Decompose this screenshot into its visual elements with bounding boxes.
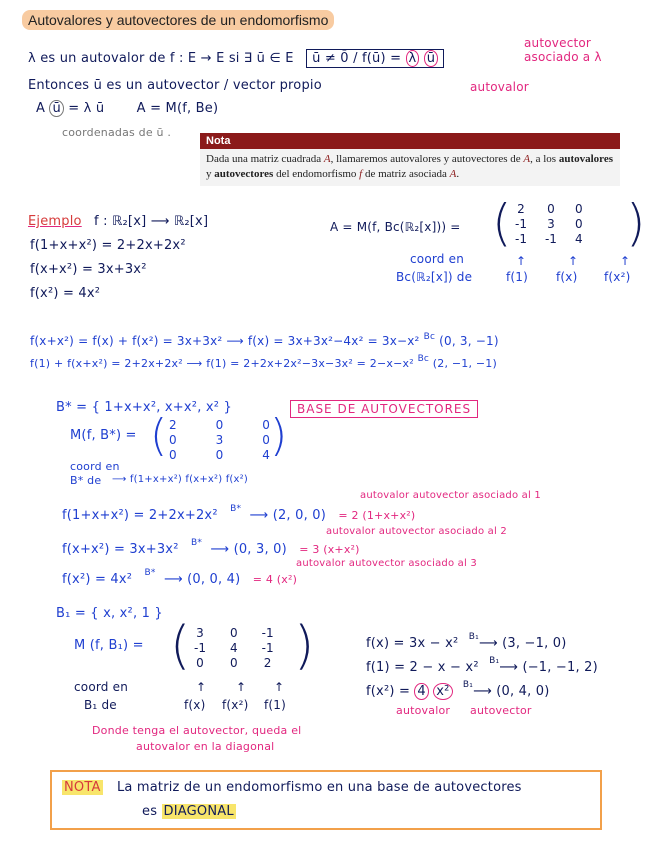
row-coord: (2, 0, 0) xyxy=(272,508,326,523)
final-note-box xyxy=(50,770,602,830)
final-note-label: NOTA xyxy=(64,780,101,795)
column-label: f(x²) xyxy=(222,698,249,712)
calc-line-1 xyxy=(30,332,499,348)
row-base: B₁ xyxy=(489,656,500,666)
matrix-right-paren: ) xyxy=(626,194,646,252)
annotation-autovector: autovector xyxy=(524,36,592,50)
row-text: f(x²) = 4x² xyxy=(62,572,133,587)
bstar-base: B* = { 1+x+x², x+x², x² } xyxy=(56,400,232,415)
nota-text: , llamaremos autovalores y autovectores de xyxy=(330,153,524,165)
ejemplo-f2: f(x+x²) = 3x+3x² xyxy=(30,262,147,277)
matrix-cell: 2 xyxy=(517,202,525,216)
matrix-cell: 0 xyxy=(547,202,555,216)
definition-line-2: Entonces ū es un autovector / vector propio xyxy=(28,78,322,93)
bstar-row-2: f(x+x²) = 3x+3x² $^{B*}$ ⟶ (0, 3, 0) = 3 (x+x²) xyxy=(62,538,360,557)
row-coord: (0, 3, 0) xyxy=(233,542,287,557)
bstar-ann-1: autovalor autovector asociado al 1 xyxy=(360,490,541,501)
matrix-cell: 0 xyxy=(215,418,224,432)
nota-body xyxy=(200,149,620,186)
nota-heading: Nota xyxy=(200,133,620,149)
u-circle: ū xyxy=(424,50,438,67)
nota-text: Dada una matriz cuadrada xyxy=(206,153,324,165)
b1-matrix xyxy=(182,626,286,671)
bstar-ann-3: autovalor autovector asociado al 3 xyxy=(296,558,477,569)
matrix-cell: -1 xyxy=(261,641,274,655)
matrix-cell: -1 xyxy=(515,217,527,231)
calc-coord: (0, 3, −1) xyxy=(439,334,499,348)
row-text: f(x+x²) = 3x+3x² xyxy=(62,542,179,557)
matrix-cell: 0 xyxy=(229,656,238,670)
annotation-autovalor: autovalor xyxy=(470,80,529,94)
ejemplo-label xyxy=(28,214,82,229)
matrix-cell: 0 xyxy=(229,626,238,640)
definition-line-1 xyxy=(28,50,444,67)
column-label: f(1) xyxy=(264,698,287,712)
row-eq: = 3 (x+x²) xyxy=(299,543,360,556)
matrix-cell: 2 xyxy=(169,418,177,432)
ejemplo-f1: f(1+x+x²) = 2+2x+2x² xyxy=(30,238,186,253)
matrix-cell: 0 xyxy=(574,217,583,231)
ejemplo-map: f : ℝ₂[x] ⟶ ℝ₂[x] xyxy=(94,214,209,229)
b1-row-3: f(x²) = 4 x² $^{B_1}$⟶ (0, 4, 0) xyxy=(366,680,550,699)
matrix-cell: -1 xyxy=(515,232,527,246)
nota-text: , a los xyxy=(530,153,559,165)
u-vector-circle: ū xyxy=(49,100,63,117)
ejemplo-text: Ejemplo xyxy=(28,214,82,229)
arrow-up-icon: ↑ xyxy=(274,680,285,694)
matrix-cell: 0 xyxy=(262,418,270,432)
definition-box xyxy=(306,49,444,68)
row-base: B* xyxy=(190,538,203,548)
row-base: B₁ xyxy=(462,680,474,690)
column-label: f(x) xyxy=(556,270,578,284)
diag-note-2: autovalor en la diagonal xyxy=(136,740,275,753)
arrow-up-icon: ↑ xyxy=(236,680,247,694)
row-base: B* xyxy=(144,568,156,578)
row-coord: (0, 4, 0) xyxy=(496,684,550,699)
row-eq: = 4 (x²) xyxy=(252,573,298,586)
bstar-row-1: f(1+x+x²) = 2+2x+2x² $^{B*}$ ⟶ (2, 0, 0) = 2 (1+x+x²) xyxy=(62,504,416,523)
coord-en-label: coord en xyxy=(410,252,465,266)
bstar-row-3: f(x²) = 4x² $^{B*}$ ⟶ (0, 0, 4) = 4 (x²) xyxy=(62,568,298,587)
matrix-definition: A = M(f, Be) xyxy=(136,101,219,116)
bstar-columns: ⟶ f(1+x+x²) f(x+x²) f(x²) xyxy=(112,474,248,485)
definition-line-3 xyxy=(36,100,218,117)
eigenvector-circle: x² xyxy=(433,683,452,700)
column-label: f(1) xyxy=(506,270,529,284)
bstar-base-label-wrap xyxy=(290,398,478,417)
ejemplo-matrix xyxy=(506,202,592,247)
bstar-coord-en: coord en xyxy=(70,460,120,473)
matrix-cell: 3 xyxy=(196,626,204,640)
arrow-up-icon: ↑ xyxy=(568,254,579,268)
b1-ann-autovector: autovector xyxy=(470,704,532,717)
matrix-cell: 0 xyxy=(196,656,204,670)
row-text: f(1+x+x²) = 2+2x+2x² xyxy=(62,508,218,523)
nota-text: del endomorfismo xyxy=(273,168,360,180)
calc-base: Bc xyxy=(417,354,430,364)
arrow-up-icon: ↑ xyxy=(196,680,207,694)
nota-text: de matriz asociada xyxy=(362,168,450,180)
nota-bold: autovalores xyxy=(558,153,614,165)
bstar-base-label: BASE DE AUTOVECTORES xyxy=(290,400,478,418)
matrix-cell: 3 xyxy=(215,433,224,447)
lambda-circle: λ xyxy=(406,50,420,67)
ejemplo-matrix-label: A = M(f, Bc(ℝ₂[x])) = xyxy=(330,220,461,234)
b1-coord-base: B₁ de xyxy=(84,698,117,712)
calc-text: f(x+x²) = f(x) + f(x²) = 3x+3x² ⟶ f(x) = 3x+3x²−4x² = 3x−x² xyxy=(30,334,420,348)
matrix-cell: 0 xyxy=(169,433,177,447)
final-note-text: es xyxy=(142,804,158,819)
b1-ann-autovalor: autovalor xyxy=(396,704,451,717)
column-label: f(x²) xyxy=(604,270,631,284)
eigenvalue-circle: 4 xyxy=(414,683,428,700)
matrix-cell: -1 xyxy=(261,626,274,640)
matrix-cell: 0 xyxy=(169,448,177,462)
matrix-cell: 2 xyxy=(263,656,272,670)
matrix-cell: 4 xyxy=(574,232,583,246)
nota-bold: autovectores xyxy=(214,168,274,180)
arrow-up-icon: ↑ xyxy=(516,254,527,268)
row-coord: (0, 0, 4) xyxy=(187,572,241,587)
final-note-line-2 xyxy=(142,804,236,819)
matrix-right-paren: ) xyxy=(294,616,315,676)
bstar-column-labels: f(1+x+x²) f(x+x²) f(x²) xyxy=(129,474,248,485)
row-coord: (−1, −1, 2) xyxy=(522,660,598,675)
matrix-cell: 4 xyxy=(229,641,238,655)
matrix-left-paren: ( xyxy=(492,194,512,252)
row-text: f(x²) = xyxy=(366,684,411,699)
row-coord: (3, −1, 0) xyxy=(502,636,567,651)
calc-base: Bc xyxy=(423,332,436,342)
matrix-cell: 0 xyxy=(574,202,583,216)
annotation-asociado: asociado a λ xyxy=(524,50,602,64)
arrow-up-icon: ↑ xyxy=(620,254,631,268)
b1-row-2: f(1) = 2 − x − x² $^{B_1}$⟶ (−1, −1, 2) xyxy=(366,656,598,675)
row-text: f(1) = 2 − x − x² xyxy=(366,660,479,675)
coordinates-note: coordenadas de ū . xyxy=(62,126,172,139)
nota-var: A xyxy=(323,153,331,165)
row-eq: = 2 (1+x+x²) xyxy=(338,509,416,522)
bstar-matrix-label: M(f, B*) = xyxy=(70,428,137,443)
matrix-cell: -1 xyxy=(194,641,206,655)
calc-text: f(1) + f(x+x²) = 2+2x+2x² ⟶ f(1) = 2+2x+2x²−3x−3x² = 2−x−x² xyxy=(30,357,414,370)
bstar-matrix xyxy=(160,418,279,463)
column-label: f(x) xyxy=(184,698,206,712)
row-text: f(x) = 3x − x² xyxy=(366,636,459,651)
matrix-left-paren: ( xyxy=(150,410,168,461)
matrix-cell: -1 xyxy=(544,232,557,246)
b1-matrix-label: M (f, B₁) = xyxy=(74,638,144,653)
coord-base-label: Bc(ℝ₂[x]) de xyxy=(396,270,473,284)
final-note-text: La matriz de un endomorfismo en una base de autovectores xyxy=(116,780,522,795)
diag-note-1: Donde tenga el autovector, queda el xyxy=(92,724,302,737)
ejemplo-f3: f(x²) = 4x² xyxy=(30,286,101,301)
nota-var: f xyxy=(359,168,363,180)
matrix-cell: 0 xyxy=(262,433,270,447)
page-title: Autovalores y autovectores de un endomorfismo xyxy=(22,10,334,30)
row-base: B* xyxy=(230,504,242,514)
b1-base: B₁ = { x, x², 1 } xyxy=(56,606,163,621)
final-note-diagonal: DIAGONAL xyxy=(163,804,234,819)
matrix-cell: 3 xyxy=(547,217,555,231)
matrix-cell: 0 xyxy=(215,448,224,462)
nota-text: . xyxy=(456,168,460,180)
final-note-line-1 xyxy=(62,780,522,795)
matrix-right-paren: ) xyxy=(270,410,288,461)
definition-box-text: ū ≠ 0̄ / f(ū) = xyxy=(312,51,402,66)
matrix-cell: 4 xyxy=(262,448,270,462)
calc-coord: (2, −1, −1) xyxy=(432,357,497,370)
eigen-equation: = λ ū xyxy=(68,101,105,116)
b1-coord-en: coord en xyxy=(74,680,129,694)
row-base: B₁ xyxy=(468,632,479,642)
nota-box xyxy=(200,133,620,186)
nota-var: A xyxy=(449,168,457,180)
matrix-left-paren: ( xyxy=(170,616,191,676)
b1-row-1: f(x) = 3x − x² $^{B_1}$⟶ (3, −1, 0) xyxy=(366,632,567,651)
nota-text: y xyxy=(206,168,215,180)
matrix-a: A xyxy=(36,101,46,116)
definition-text: λ es un autovalor de f : E → E si ∃ ū ∈ E xyxy=(28,51,294,66)
calc-line-2 xyxy=(30,354,497,370)
bstar-coord-base: B* de xyxy=(70,474,102,487)
nota-var: A xyxy=(523,153,531,165)
bstar-ann-2: autovalor autovector asociado al 2 xyxy=(326,526,507,537)
